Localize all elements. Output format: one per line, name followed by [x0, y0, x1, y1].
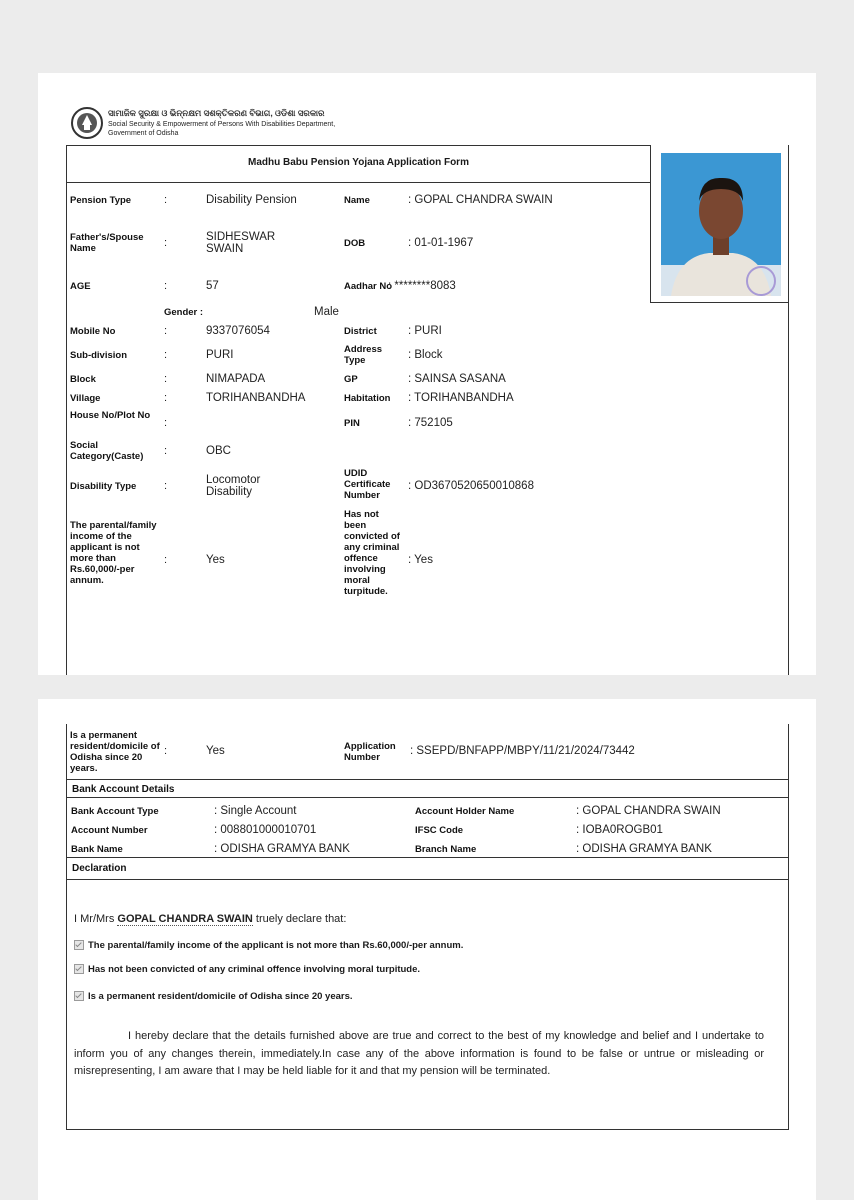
colon: :	[164, 554, 168, 566]
dob-label: DOB	[344, 238, 366, 249]
colon: :	[164, 237, 168, 249]
pin-label: PIN	[344, 418, 360, 429]
colon: :	[164, 349, 168, 361]
district-label: District	[344, 326, 377, 337]
aadhar-label: Aadhar No	[344, 281, 393, 292]
criminal-value: : Yes	[408, 554, 433, 566]
declaration-item	[74, 991, 353, 1002]
odisha-emblem-icon	[70, 105, 104, 141]
applicant-photo	[661, 153, 781, 296]
resident-label: Is a permanent resident/domicile of Odisha since 20 years.	[70, 730, 160, 774]
gender-label: Gender :	[164, 307, 204, 318]
district-value: : PURI	[408, 325, 442, 337]
address-type-label: Address Type	[344, 344, 383, 366]
checkbox-checked-icon[interactable]	[74, 940, 84, 950]
habitation-label: Habitation	[344, 393, 391, 404]
disability-type-label: Disability Type	[70, 481, 137, 492]
declaration-top	[66, 857, 788, 858]
colon: :	[164, 745, 168, 757]
resident-value: Yes	[206, 745, 225, 757]
name-label: Name	[344, 195, 370, 206]
declaration-item	[74, 940, 463, 951]
bank-section-title: Bank Account Details	[72, 784, 175, 795]
intro-prefix: I Mr/Mrs	[74, 913, 115, 925]
bank-account-type-label: Bank Account Type	[71, 806, 159, 817]
aadhar-value: : ********8083	[388, 280, 456, 292]
ifsc-value: : IOBA0ROGB01	[576, 824, 663, 836]
house-no-label: House No/Plot No	[70, 410, 151, 421]
declaration-item-text: The parental/family income of the applicant is not more than Rs.60,000/-per annum.	[88, 940, 464, 951]
colon: :	[164, 480, 168, 492]
address-type-value: : Block	[408, 349, 443, 361]
form-right-border	[788, 145, 789, 675]
p2-right-border	[788, 724, 789, 1129]
habitation-value: : TORIHANBANDHA	[408, 392, 514, 404]
bank-account-type-value: : Single Account	[214, 805, 297, 817]
colon: :	[164, 445, 168, 457]
colon: :	[164, 373, 168, 385]
p2-left-border	[66, 724, 67, 1129]
subdivision-label: Sub-division	[70, 350, 127, 361]
subdivision-value: PURI	[206, 349, 234, 361]
father-spouse-label: Father's/Spouse Name	[70, 232, 144, 254]
p2-bottom-border	[66, 1129, 789, 1130]
udid-value: : OD3670520650010868	[408, 480, 534, 492]
gender-value: Male	[314, 306, 339, 318]
dept-odia-title: ସାମାଜିକ ସୁରକ୍ଷା ଓ ଭିନ୍ନକ୍ଷମ ସଶକ୍ତିକରଣ ବିଭାଗ, ଓଡିଶା ସରକାର	[108, 108, 325, 118]
account-number-value: : 008801000010701	[214, 824, 317, 836]
mobile-label: Mobile No	[70, 326, 116, 337]
application-number-value: : SSEPD/BNFAPP/MBPY/11/21/2024/73442	[410, 745, 635, 757]
branch-name-label: Branch Name	[415, 844, 477, 855]
bank-section-divider	[66, 797, 788, 798]
social-category-value: OBC	[206, 445, 231, 457]
declaration-item	[74, 964, 420, 975]
account-holder-label: Account Holder Name	[415, 806, 515, 817]
application-number-label: Application Number	[344, 741, 396, 763]
form-left-border	[66, 145, 67, 675]
colon: :	[164, 325, 168, 337]
gp-value: : SAINSA SASANA	[408, 373, 506, 385]
dob-value: : 01-01-1967	[408, 237, 474, 249]
udid-label: UDID Certificate Number	[344, 468, 391, 501]
income-label: The parental/family income of the applicant is not more than Rs.60,000/-per annum.	[70, 520, 157, 586]
ifsc-label: IFSC Code	[415, 825, 464, 836]
checkbox-checked-icon[interactable]	[74, 964, 84, 974]
social-category-label: Social Category(Caste)	[70, 440, 144, 462]
village-value: TORIHANBANDHA	[206, 392, 306, 404]
mobile-value: 9337076054	[206, 325, 270, 337]
declaration-item-text: Is a permanent resident/domicile of Odisha since 20 years.	[88, 991, 353, 1002]
declaration-intro	[74, 913, 346, 925]
form-top-border	[66, 145, 651, 146]
intro-suffix: truely declare that:	[255, 913, 347, 925]
income-value: Yes	[206, 554, 225, 566]
form-mid-border	[650, 145, 651, 303]
declaration-item-text: Has not been convicted of any criminal offence involving moral turpitude.	[88, 964, 421, 975]
name-value: : GOPAL CHANDRA SWAIN	[408, 194, 553, 206]
account-holder-value: : GOPAL CHANDRA SWAIN	[576, 805, 721, 817]
checkbox-checked-icon[interactable]	[74, 991, 84, 1001]
colon: :	[164, 280, 168, 292]
age-value: 57	[206, 280, 219, 292]
title-bottom-border	[66, 182, 651, 183]
bank-name-value: : ODISHA GRAMYA BANK	[214, 843, 350, 855]
declarant-name: GOPAL CHANDRA SWAIN	[117, 913, 253, 925]
branch-name-value: : ODISHA GRAMYA BANK	[576, 843, 712, 855]
pension-type-label: Pension Type	[70, 195, 132, 206]
pension-type-value: Disability Pension	[206, 194, 297, 206]
dept-name-line1: Social Security & Empowerment of Persons With Disabilities Department,	[108, 121, 336, 128]
village-label: Village	[70, 393, 101, 404]
form-title: Madhu Babu Pension Yojana Application Form	[248, 157, 469, 168]
father-spouse-value: SIDHESWAR SWAIN	[206, 231, 276, 255]
block-value: NIMAPADA	[206, 373, 266, 385]
pin-value: : 752105	[408, 417, 453, 429]
block-label: Block	[70, 374, 96, 385]
colon: :	[164, 392, 168, 404]
account-number-label: Account Number	[71, 825, 148, 836]
declaration-statement: I hereby declare that the details furnished above are true and correct to the best of my knowledge and belief and I undertake to inform you of any changes therein, immediately.In case any of the above information is found to be false or untrue or misleading or misrepresenting, I am aware that I may be held liable for it and that my pension will be terminated.	[74, 1030, 764, 1077]
age-label: AGE	[70, 281, 91, 292]
gp-label: GP	[344, 374, 358, 385]
form-page-2	[38, 699, 816, 1200]
colon: :	[164, 194, 168, 206]
disability-type-value: Locomotor Disability	[206, 474, 261, 498]
declaration-divider	[66, 879, 788, 880]
bank-name-label: Bank Name	[71, 844, 123, 855]
criminal-label: Has not been convicted of any criminal offence involving moral turpitude.	[344, 509, 400, 597]
form-page-1	[38, 73, 816, 675]
colon: :	[164, 417, 168, 429]
bank-section-top	[66, 779, 788, 780]
dept-name-line2: Government of Odisha	[108, 130, 179, 137]
declaration-title: Declaration	[72, 863, 127, 874]
photo-bottom-border	[650, 302, 788, 303]
